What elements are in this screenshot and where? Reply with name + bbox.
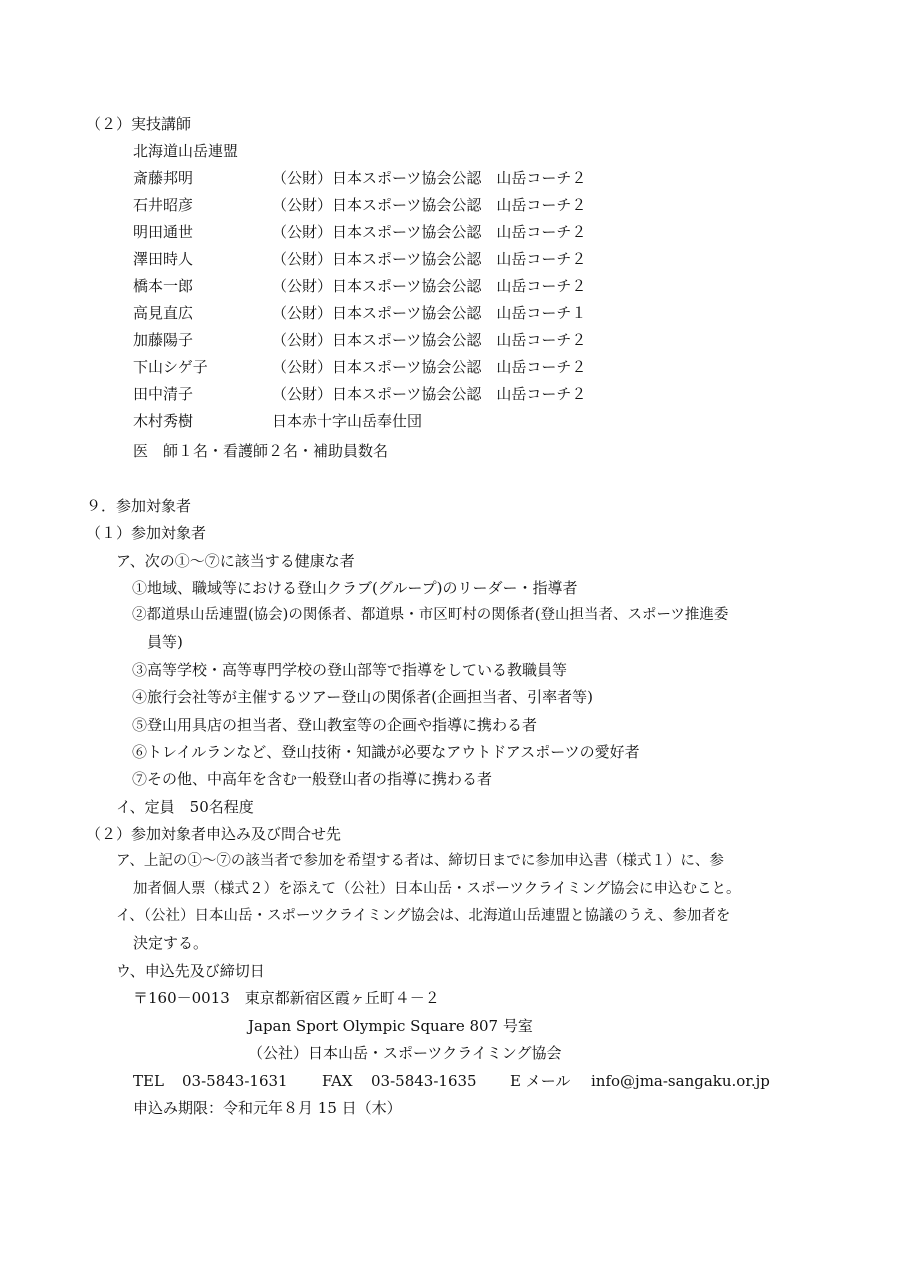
instructor-name: 石井昭彦 <box>133 196 194 214</box>
selection-text: 決定する。 <box>133 934 209 952</box>
instructor-name: 田中清子 <box>133 385 194 403</box>
instructor-name: 高見直広 <box>133 304 194 322</box>
list-item: ⑤登山用具店の担当者、登山教室等の企画や指導に携わる者 <box>132 716 538 734</box>
section-heading: ９．参加対象者 <box>86 497 192 515</box>
instructor-name: 加藤陽子 <box>133 331 194 349</box>
instructor-qualification: （公財）日本スポーツ協会公認 山岳コーチ２ <box>272 331 587 349</box>
instructor-qualification: （公財）日本スポーツ協会公認 山岳コーチ２ <box>272 277 587 295</box>
tel-number[interactable]: 03-5843-1631 <box>182 1072 288 1090</box>
list-item: ⑥トレイルランなど、登山技術・知識が必要なアウトドアスポーツの愛好者 <box>132 743 640 761</box>
instructor-qualification: （公財）日本スポーツ協会公認 山岳コーチ２ <box>272 250 587 268</box>
instructor-name: 斎藤邦明 <box>133 169 194 187</box>
organization-name: 北海道山岳連盟 <box>133 142 239 160</box>
deadline: 申込み期限：令和元年８月 15 日（木） <box>133 1099 402 1117</box>
list-item: ④旅行会社等が主催するツアー登山の関係者(企画担当者、引率者等) <box>132 688 593 706</box>
list-item: 員等) <box>147 633 183 651</box>
section-heading: （２）実技講師 <box>86 115 192 133</box>
contact-heading: ウ、申込先及び締切日 <box>116 962 265 980</box>
instructor-qualification: （公財）日本スポーツ協会公認 山岳コーチ２ <box>272 169 587 187</box>
association-name: （公社）日本山岳・スポーツクライミング協会 <box>248 1044 562 1062</box>
email-link[interactable]: info@jma-sangaku.or.jp <box>591 1072 770 1090</box>
subsection-heading: （２）参加対象者申込み及び問合せ先 <box>86 825 342 843</box>
instructor-qualification: （公財）日本スポーツ協会公認 山岳コーチ１ <box>272 304 587 322</box>
medical-staff: 医 師１名・看護師２名・補助員数名 <box>133 442 389 460</box>
instructor-qualification: （公財）日本スポーツ協会公認 山岳コーチ２ <box>272 385 587 403</box>
building-name: Japan Sport Olympic Square 807 号室 <box>248 1017 533 1035</box>
instructor-qualification: （公財）日本スポーツ協会公認 山岳コーチ２ <box>272 196 587 214</box>
instructor-qualification: （公財）日本スポーツ協会公認 山岳コーチ２ <box>272 358 587 376</box>
instructor-qualification: （公財）日本スポーツ協会公認 山岳コーチ２ <box>272 223 587 241</box>
tel-label: TEL <box>133 1072 164 1090</box>
instructor-name: 橋本一郎 <box>133 277 194 295</box>
selection-text: イ、（公社）日本山岳・スポーツクライミング協会は、北海道山岳連盟と協議のうえ、参加者を <box>116 908 731 924</box>
capacity: イ、定員 50名程度 <box>116 798 254 816</box>
application-text: 加者個人票（様式２）を添えて（公社）日本山岳・スポーツクライミング協会に申込むこと。 <box>133 881 741 897</box>
subsection-heading: （１）参加対象者 <box>86 524 207 542</box>
list-item: ⑦その他、中高年を含む一般登山者の指導に携わる者 <box>132 770 493 788</box>
fax-number: 03-5843-1635 <box>371 1072 477 1090</box>
eligibility-heading: ア、次の①～⑦に該当する健康な者 <box>116 552 355 570</box>
instructor-name: 明田通世 <box>133 223 194 241</box>
list-item: ③高等学校・高等専門学校の登山部等で指導をしている教職員等 <box>132 661 568 679</box>
instructor-name: 下山シゲ子 <box>133 358 208 376</box>
email-label: E メール <box>510 1072 571 1090</box>
contact-numbers <box>0 1071 904 1091</box>
instructor-name: 澤田時人 <box>133 250 194 268</box>
fax-label: FAX <box>322 1072 353 1090</box>
application-text: ア、上記の①～⑦の該当者で参加を希望する者は、締切日までに参加申込書（様式１）に、参 <box>116 853 724 869</box>
postal-address: 〒160－0013 東京都新宿区霞ヶ丘町４－２ <box>133 989 440 1007</box>
instructor-qualification: 日本赤十字山岳奉仕団 <box>272 412 423 430</box>
list-item: ②都道県山岳連盟(協会)の関係者、都道県・市区町村の関係者(登山担当者、スポーツ推進委 <box>132 607 729 623</box>
list-item: ①地域、職域等における登山クラブ(グループ)のリーダー・指導者 <box>132 579 578 597</box>
instructor-name: 木村秀樹 <box>133 412 194 430</box>
